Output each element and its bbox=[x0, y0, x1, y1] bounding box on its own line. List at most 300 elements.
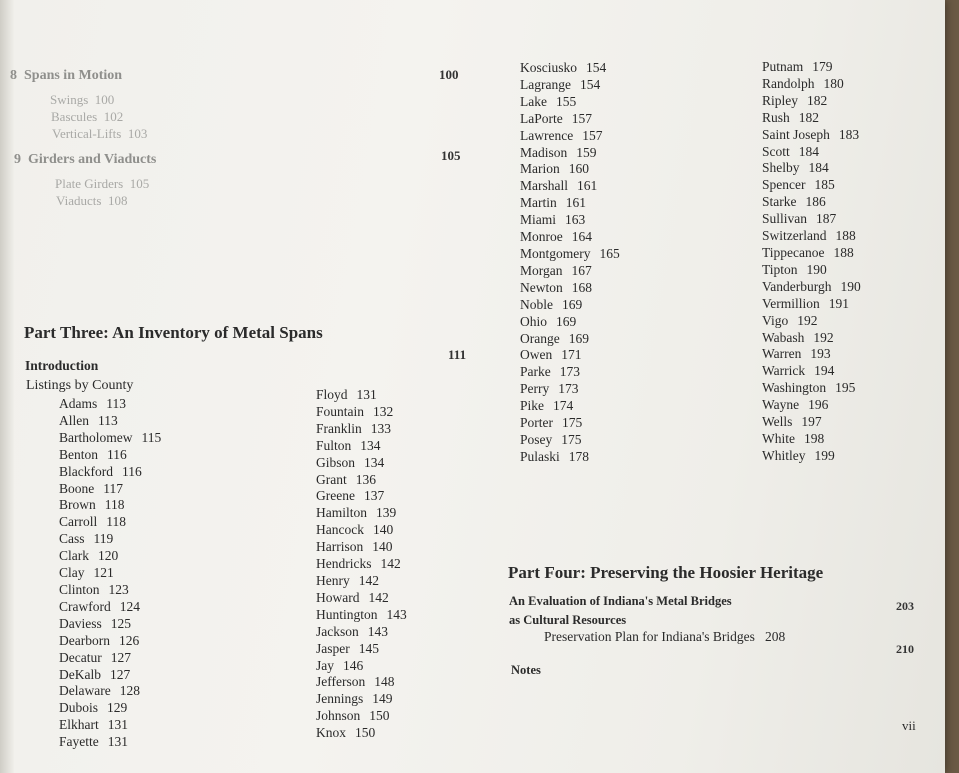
county-entry bbox=[762, 160, 861, 177]
county-entry bbox=[59, 633, 161, 650]
listings-heading: Listings by County bbox=[26, 378, 134, 393]
county-page: 154 bbox=[579, 76, 601, 92]
county-entry bbox=[59, 683, 161, 700]
county-page: 195 bbox=[835, 380, 856, 396]
county-entry bbox=[762, 363, 861, 380]
county-entry bbox=[762, 110, 861, 127]
county-page: 134 bbox=[360, 437, 381, 453]
county-page: 137 bbox=[363, 488, 385, 504]
county-page: 142 bbox=[380, 556, 401, 572]
county-entry bbox=[762, 76, 861, 93]
county-page: 193 bbox=[810, 346, 831, 362]
county-entry bbox=[520, 449, 620, 466]
county-page: 143 bbox=[367, 623, 388, 639]
county-entry bbox=[316, 404, 407, 421]
county-name: Benton bbox=[59, 446, 98, 462]
county-page: 179 bbox=[812, 59, 833, 74]
county-page: 185 bbox=[814, 177, 835, 193]
county-page: 128 bbox=[119, 683, 140, 699]
county-name: Washington bbox=[762, 380, 827, 396]
county-page: 155 bbox=[555, 93, 577, 109]
county-entry bbox=[762, 59, 861, 76]
county-entry bbox=[520, 77, 620, 94]
preservation-plan-title: Preservation Plan for Indiana's Bridges bbox=[544, 629, 755, 644]
county-page: 196 bbox=[808, 397, 829, 413]
county-page: 127 bbox=[110, 649, 131, 665]
notes-heading: Notes bbox=[511, 663, 541, 677]
county-page: 174 bbox=[553, 398, 574, 414]
county-name: Marshall bbox=[520, 178, 568, 194]
county-name: Grant bbox=[316, 471, 347, 487]
part-three-title: Part Three: An Inventory of Metal Spans bbox=[24, 323, 323, 342]
county-name: Daviess bbox=[59, 615, 102, 631]
county-name: Jackson bbox=[316, 623, 359, 639]
county-name: Noble bbox=[520, 296, 553, 312]
county-name: Parke bbox=[520, 364, 551, 380]
county-page: 199 bbox=[814, 447, 835, 463]
county-name: Kosciusko bbox=[520, 60, 577, 75]
county-entry bbox=[59, 497, 161, 514]
county-entry bbox=[316, 438, 407, 455]
county-name: Madison bbox=[520, 144, 568, 160]
county-page: 169 bbox=[568, 330, 589, 346]
county-page: 184 bbox=[798, 143, 820, 159]
county-name: Morgan bbox=[520, 262, 563, 278]
county-name: Shelby bbox=[762, 160, 800, 176]
chapter-number: 8 bbox=[10, 68, 17, 83]
county-name: Blackford bbox=[59, 463, 113, 479]
county-name: Elkhart bbox=[59, 717, 99, 733]
county-entry bbox=[59, 413, 161, 430]
county-name: Wells bbox=[762, 414, 793, 430]
county-page: 167 bbox=[571, 262, 592, 278]
county-page: 131 bbox=[356, 387, 377, 402]
county-name: Brown bbox=[59, 497, 96, 513]
county-entry bbox=[520, 314, 620, 331]
evaluation-heading-line2: as Cultural Resources bbox=[509, 613, 627, 627]
county-page: 149 bbox=[372, 691, 393, 707]
county-name: DeKalb bbox=[59, 666, 101, 682]
county-entry bbox=[762, 228, 861, 245]
introduction-heading: Introduction bbox=[25, 358, 99, 373]
county-entry bbox=[762, 262, 861, 279]
introduction-page: 111 bbox=[448, 347, 467, 362]
county-entry bbox=[520, 161, 620, 178]
county-name: Crawford bbox=[59, 598, 111, 614]
county-entry bbox=[59, 650, 161, 667]
county-list-column-3 bbox=[520, 60, 620, 466]
county-name: Miami bbox=[520, 212, 556, 228]
county-page: 197 bbox=[801, 414, 822, 430]
county-entry bbox=[520, 178, 620, 195]
county-entry bbox=[316, 674, 407, 691]
county-page: 157 bbox=[582, 127, 603, 143]
county-page: 143 bbox=[386, 606, 407, 622]
county-page: 188 bbox=[835, 228, 856, 244]
county-entry bbox=[520, 364, 620, 381]
county-name: Perry bbox=[520, 381, 550, 397]
county-page: 120 bbox=[98, 548, 119, 564]
county-name: Franklin bbox=[316, 420, 362, 436]
county-entry bbox=[762, 380, 861, 397]
county-page: 150 bbox=[369, 708, 390, 724]
county-entry bbox=[520, 246, 620, 263]
county-entry bbox=[520, 381, 620, 398]
county-name: Cass bbox=[59, 531, 85, 547]
county-name: Dearborn bbox=[59, 632, 110, 648]
county-name: Hamilton bbox=[316, 505, 367, 521]
county-name: Jefferson bbox=[316, 674, 366, 690]
county-page: 116 bbox=[107, 446, 127, 462]
county-entry bbox=[59, 430, 161, 447]
county-entry bbox=[762, 346, 861, 363]
county-entry bbox=[520, 297, 620, 314]
county-page: 180 bbox=[823, 75, 844, 91]
toc-subitem: Viaducts 108 bbox=[56, 193, 128, 208]
county-name: Wayne bbox=[762, 397, 800, 413]
county-name: Pike bbox=[520, 398, 545, 414]
county-name: Sullivan bbox=[762, 211, 808, 227]
county-entry bbox=[59, 464, 161, 481]
county-page: 168 bbox=[571, 279, 592, 295]
county-name: Posey bbox=[520, 431, 553, 447]
county-page: 163 bbox=[565, 212, 586, 228]
county-name: Randolph bbox=[762, 75, 815, 91]
county-entry bbox=[520, 128, 620, 145]
county-name: Dubois bbox=[59, 700, 99, 716]
county-name: Vermillion bbox=[762, 295, 820, 311]
county-entry bbox=[762, 93, 861, 110]
county-page: 131 bbox=[107, 717, 128, 733]
evaluation-page: 203 bbox=[896, 599, 914, 613]
county-page: 164 bbox=[571, 229, 592, 245]
county-name: Warrick bbox=[762, 363, 806, 379]
county-entry bbox=[316, 539, 407, 556]
county-name: Hendricks bbox=[316, 556, 372, 572]
county-name: Orange bbox=[520, 330, 560, 346]
county-name: Newton bbox=[520, 279, 563, 295]
county-entry bbox=[59, 667, 161, 684]
county-name: Fountain bbox=[316, 403, 365, 419]
county-name: Jennings bbox=[316, 691, 364, 707]
county-page: 118 bbox=[104, 497, 125, 513]
county-page: 113 bbox=[98, 412, 118, 428]
county-name: Gibson bbox=[316, 454, 356, 470]
county-entry bbox=[520, 212, 620, 229]
county-entry bbox=[520, 432, 620, 449]
county-entry bbox=[59, 616, 161, 633]
county-entry bbox=[59, 481, 161, 498]
county-entry bbox=[316, 488, 407, 505]
county-entry bbox=[520, 398, 620, 415]
county-entry bbox=[762, 279, 861, 296]
county-entry bbox=[762, 397, 861, 414]
county-page: 131 bbox=[107, 734, 128, 750]
county-page: 183 bbox=[838, 126, 860, 142]
county-name: Scott bbox=[762, 143, 790, 159]
county-entry bbox=[520, 94, 620, 111]
county-entry bbox=[520, 229, 620, 246]
county-page: 198 bbox=[804, 430, 825, 446]
county-name: Lake bbox=[520, 93, 547, 109]
county-page: 125 bbox=[110, 615, 131, 631]
chapter-number: 9 bbox=[14, 152, 21, 167]
county-entry bbox=[762, 144, 861, 161]
page-spine-shadow bbox=[0, 0, 14, 773]
county-entry bbox=[316, 624, 407, 641]
county-name: Tippecanoe bbox=[762, 244, 825, 260]
county-page: 194 bbox=[814, 363, 835, 379]
county-name: Montgomery bbox=[520, 245, 591, 261]
county-name: Howard bbox=[316, 589, 360, 605]
county-name: Ripley bbox=[762, 92, 798, 108]
county-entry bbox=[520, 195, 620, 212]
county-page: 188 bbox=[833, 244, 854, 260]
county-entry bbox=[59, 447, 161, 464]
county-page: 173 bbox=[558, 381, 579, 397]
county-page: 187 bbox=[816, 211, 837, 227]
county-page: 186 bbox=[805, 194, 826, 210]
county-name: Pulaski bbox=[520, 448, 560, 464]
county-name: Ohio bbox=[520, 313, 547, 329]
county-name: Decatur bbox=[59, 649, 102, 665]
preservation-plan-entry bbox=[544, 629, 785, 645]
county-name: Spencer bbox=[762, 177, 806, 193]
county-name: Henry bbox=[316, 572, 350, 588]
county-entry bbox=[316, 556, 407, 573]
county-page: 121 bbox=[93, 565, 114, 581]
county-name: Adams bbox=[59, 396, 98, 411]
county-page: 191 bbox=[828, 295, 849, 311]
county-name: Marion bbox=[520, 161, 560, 177]
county-page: 139 bbox=[376, 505, 397, 521]
county-name: Putnam bbox=[762, 59, 804, 74]
county-entry bbox=[520, 280, 620, 297]
county-page: 192 bbox=[813, 329, 834, 345]
county-name: Vanderburgh bbox=[762, 278, 832, 294]
county-name: Fayette bbox=[59, 734, 99, 750]
county-name: Carroll bbox=[59, 514, 98, 530]
county-entry bbox=[520, 263, 620, 280]
county-entry bbox=[762, 194, 861, 211]
chapter-8-page: 100 bbox=[439, 67, 459, 82]
county-page: 126 bbox=[118, 632, 140, 648]
county-list-column-4 bbox=[762, 59, 861, 465]
county-entry bbox=[520, 415, 620, 432]
county-entry bbox=[520, 60, 620, 77]
county-page: 145 bbox=[358, 640, 379, 656]
county-name: Rush bbox=[762, 109, 790, 125]
county-name: Martin bbox=[520, 195, 557, 211]
preservation-plan-page: 208 bbox=[765, 629, 786, 644]
county-name: LaPorte bbox=[520, 110, 563, 126]
toc-subitem: Plate Girders 105 bbox=[55, 176, 150, 191]
chapter-9-heading bbox=[14, 152, 156, 168]
county-page: 182 bbox=[798, 109, 820, 125]
county-entry bbox=[316, 472, 407, 489]
county-name: Clay bbox=[59, 565, 85, 581]
county-page: 140 bbox=[372, 539, 393, 555]
county-entry bbox=[762, 177, 861, 194]
county-page: 169 bbox=[556, 313, 577, 329]
county-name: Clark bbox=[59, 548, 89, 564]
county-entry bbox=[762, 313, 861, 330]
county-name: Bartholomew bbox=[59, 429, 133, 445]
county-entry bbox=[316, 590, 407, 607]
county-name: Greene bbox=[316, 488, 355, 504]
county-entry bbox=[520, 145, 620, 162]
county-entry bbox=[316, 658, 407, 675]
county-page: 173 bbox=[559, 364, 580, 380]
county-page: 178 bbox=[568, 448, 590, 464]
county-entry bbox=[762, 448, 861, 465]
county-entry bbox=[59, 599, 161, 616]
county-page: 116 bbox=[121, 463, 142, 479]
evaluation-heading-line1: An Evaluation of Indiana's Metal Bridges bbox=[509, 594, 732, 608]
county-page: 190 bbox=[840, 278, 861, 294]
county-entry bbox=[316, 387, 407, 404]
county-entry bbox=[762, 330, 861, 347]
county-page: 157 bbox=[571, 110, 592, 126]
county-entry bbox=[59, 717, 161, 734]
toc-subitem: Vertical-Lifts 103 bbox=[52, 126, 148, 141]
county-entry bbox=[762, 211, 861, 228]
county-page: 113 bbox=[106, 396, 126, 411]
county-name: Starke bbox=[762, 194, 797, 210]
county-name: White bbox=[762, 430, 795, 446]
county-name: Porter bbox=[520, 415, 553, 431]
county-page: 165 bbox=[599, 245, 620, 261]
county-entry bbox=[59, 396, 161, 413]
county-entry bbox=[59, 514, 161, 531]
county-entry bbox=[520, 331, 620, 348]
county-name: Jay bbox=[316, 657, 334, 673]
county-entry bbox=[59, 734, 161, 751]
county-entry bbox=[59, 700, 161, 717]
county-name: Delaware bbox=[59, 683, 111, 699]
county-entry bbox=[316, 573, 407, 590]
chapter-8-heading bbox=[10, 68, 122, 84]
county-list-column-1 bbox=[59, 396, 161, 751]
county-name: Lawrence bbox=[520, 127, 574, 143]
county-page: 140 bbox=[372, 522, 394, 538]
county-page: 169 bbox=[562, 296, 583, 312]
county-entry bbox=[59, 531, 161, 548]
county-entry bbox=[316, 708, 407, 725]
county-page: 133 bbox=[370, 420, 391, 436]
county-page: 129 bbox=[107, 700, 128, 716]
county-page: 192 bbox=[797, 312, 818, 328]
county-page: 190 bbox=[806, 261, 827, 277]
county-entry bbox=[520, 347, 620, 364]
county-page: 160 bbox=[568, 161, 589, 177]
county-name: Boone bbox=[59, 480, 95, 496]
county-page: 182 bbox=[807, 92, 828, 108]
county-entry bbox=[762, 245, 861, 262]
county-entry bbox=[762, 127, 861, 144]
county-page: 124 bbox=[119, 598, 140, 614]
county-name: Harrison bbox=[316, 539, 364, 555]
county-entry bbox=[762, 431, 861, 448]
notes-page: 210 bbox=[896, 642, 914, 656]
county-page: 171 bbox=[561, 347, 582, 363]
chapter-title: Girders and Viaducts bbox=[28, 152, 157, 167]
county-page: 134 bbox=[364, 454, 385, 470]
county-name: Clinton bbox=[59, 581, 100, 597]
chapter-title: Spans in Motion bbox=[24, 68, 123, 83]
county-page: 161 bbox=[577, 178, 598, 194]
county-page: 175 bbox=[561, 431, 582, 447]
chapter-9-page: 105 bbox=[441, 148, 461, 163]
county-name: Switzerland bbox=[762, 228, 827, 244]
county-page: 118 bbox=[106, 514, 126, 530]
county-name: Allen bbox=[59, 412, 89, 428]
part-four-title: Part Four: Preserving the Hoosier Heritage bbox=[508, 563, 824, 582]
county-entry bbox=[316, 522, 407, 539]
county-name: Vigo bbox=[762, 312, 789, 328]
county-page: 127 bbox=[109, 666, 131, 682]
toc-subitem: Bascules 102 bbox=[51, 109, 124, 124]
county-name: Floyd bbox=[316, 387, 348, 402]
county-entry bbox=[316, 641, 407, 658]
county-name: Tipton bbox=[762, 261, 798, 277]
county-entry bbox=[59, 548, 161, 565]
county-page: 136 bbox=[355, 471, 376, 487]
county-page: 184 bbox=[808, 160, 829, 176]
county-entry bbox=[316, 691, 407, 708]
county-name: Lagrange bbox=[520, 76, 571, 92]
county-page: 119 bbox=[93, 531, 114, 547]
county-page: 142 bbox=[368, 589, 389, 605]
county-name: Huntington bbox=[316, 606, 378, 622]
county-entry bbox=[762, 296, 861, 313]
county-page: 132 bbox=[373, 403, 394, 419]
county-name: Fulton bbox=[316, 437, 352, 453]
county-entry bbox=[59, 565, 161, 582]
county-page: 150 bbox=[355, 725, 376, 741]
county-name: Whitley bbox=[762, 447, 806, 463]
county-name: Warren bbox=[762, 346, 802, 362]
county-page: 161 bbox=[565, 195, 586, 211]
county-entry bbox=[520, 111, 620, 128]
county-entry bbox=[316, 725, 407, 742]
county-name: Wabash bbox=[762, 329, 805, 345]
county-page: 146 bbox=[343, 657, 364, 673]
county-entry bbox=[316, 455, 407, 472]
page-folio: vii bbox=[902, 718, 916, 733]
county-name: Knox bbox=[316, 725, 346, 741]
county-entry bbox=[316, 421, 407, 438]
county-list-column-2 bbox=[316, 387, 407, 742]
county-page: 123 bbox=[108, 581, 129, 597]
county-page: 142 bbox=[358, 572, 379, 588]
county-name: Johnson bbox=[316, 708, 361, 724]
county-page: 154 bbox=[586, 60, 607, 75]
county-name: Owen bbox=[520, 347, 553, 363]
county-entry bbox=[762, 414, 861, 431]
county-page: 175 bbox=[562, 415, 583, 431]
county-name: Saint Joseph bbox=[762, 126, 830, 142]
county-entry bbox=[316, 505, 407, 522]
county-page: 115 bbox=[141, 429, 162, 445]
toc-subitem: Swings 100 bbox=[50, 92, 115, 107]
county-name: Jasper bbox=[316, 640, 350, 656]
county-name: Monroe bbox=[520, 229, 563, 245]
county-page: 117 bbox=[103, 480, 123, 496]
county-entry bbox=[59, 582, 161, 599]
county-page: 159 bbox=[576, 144, 597, 160]
county-page: 148 bbox=[374, 674, 395, 690]
